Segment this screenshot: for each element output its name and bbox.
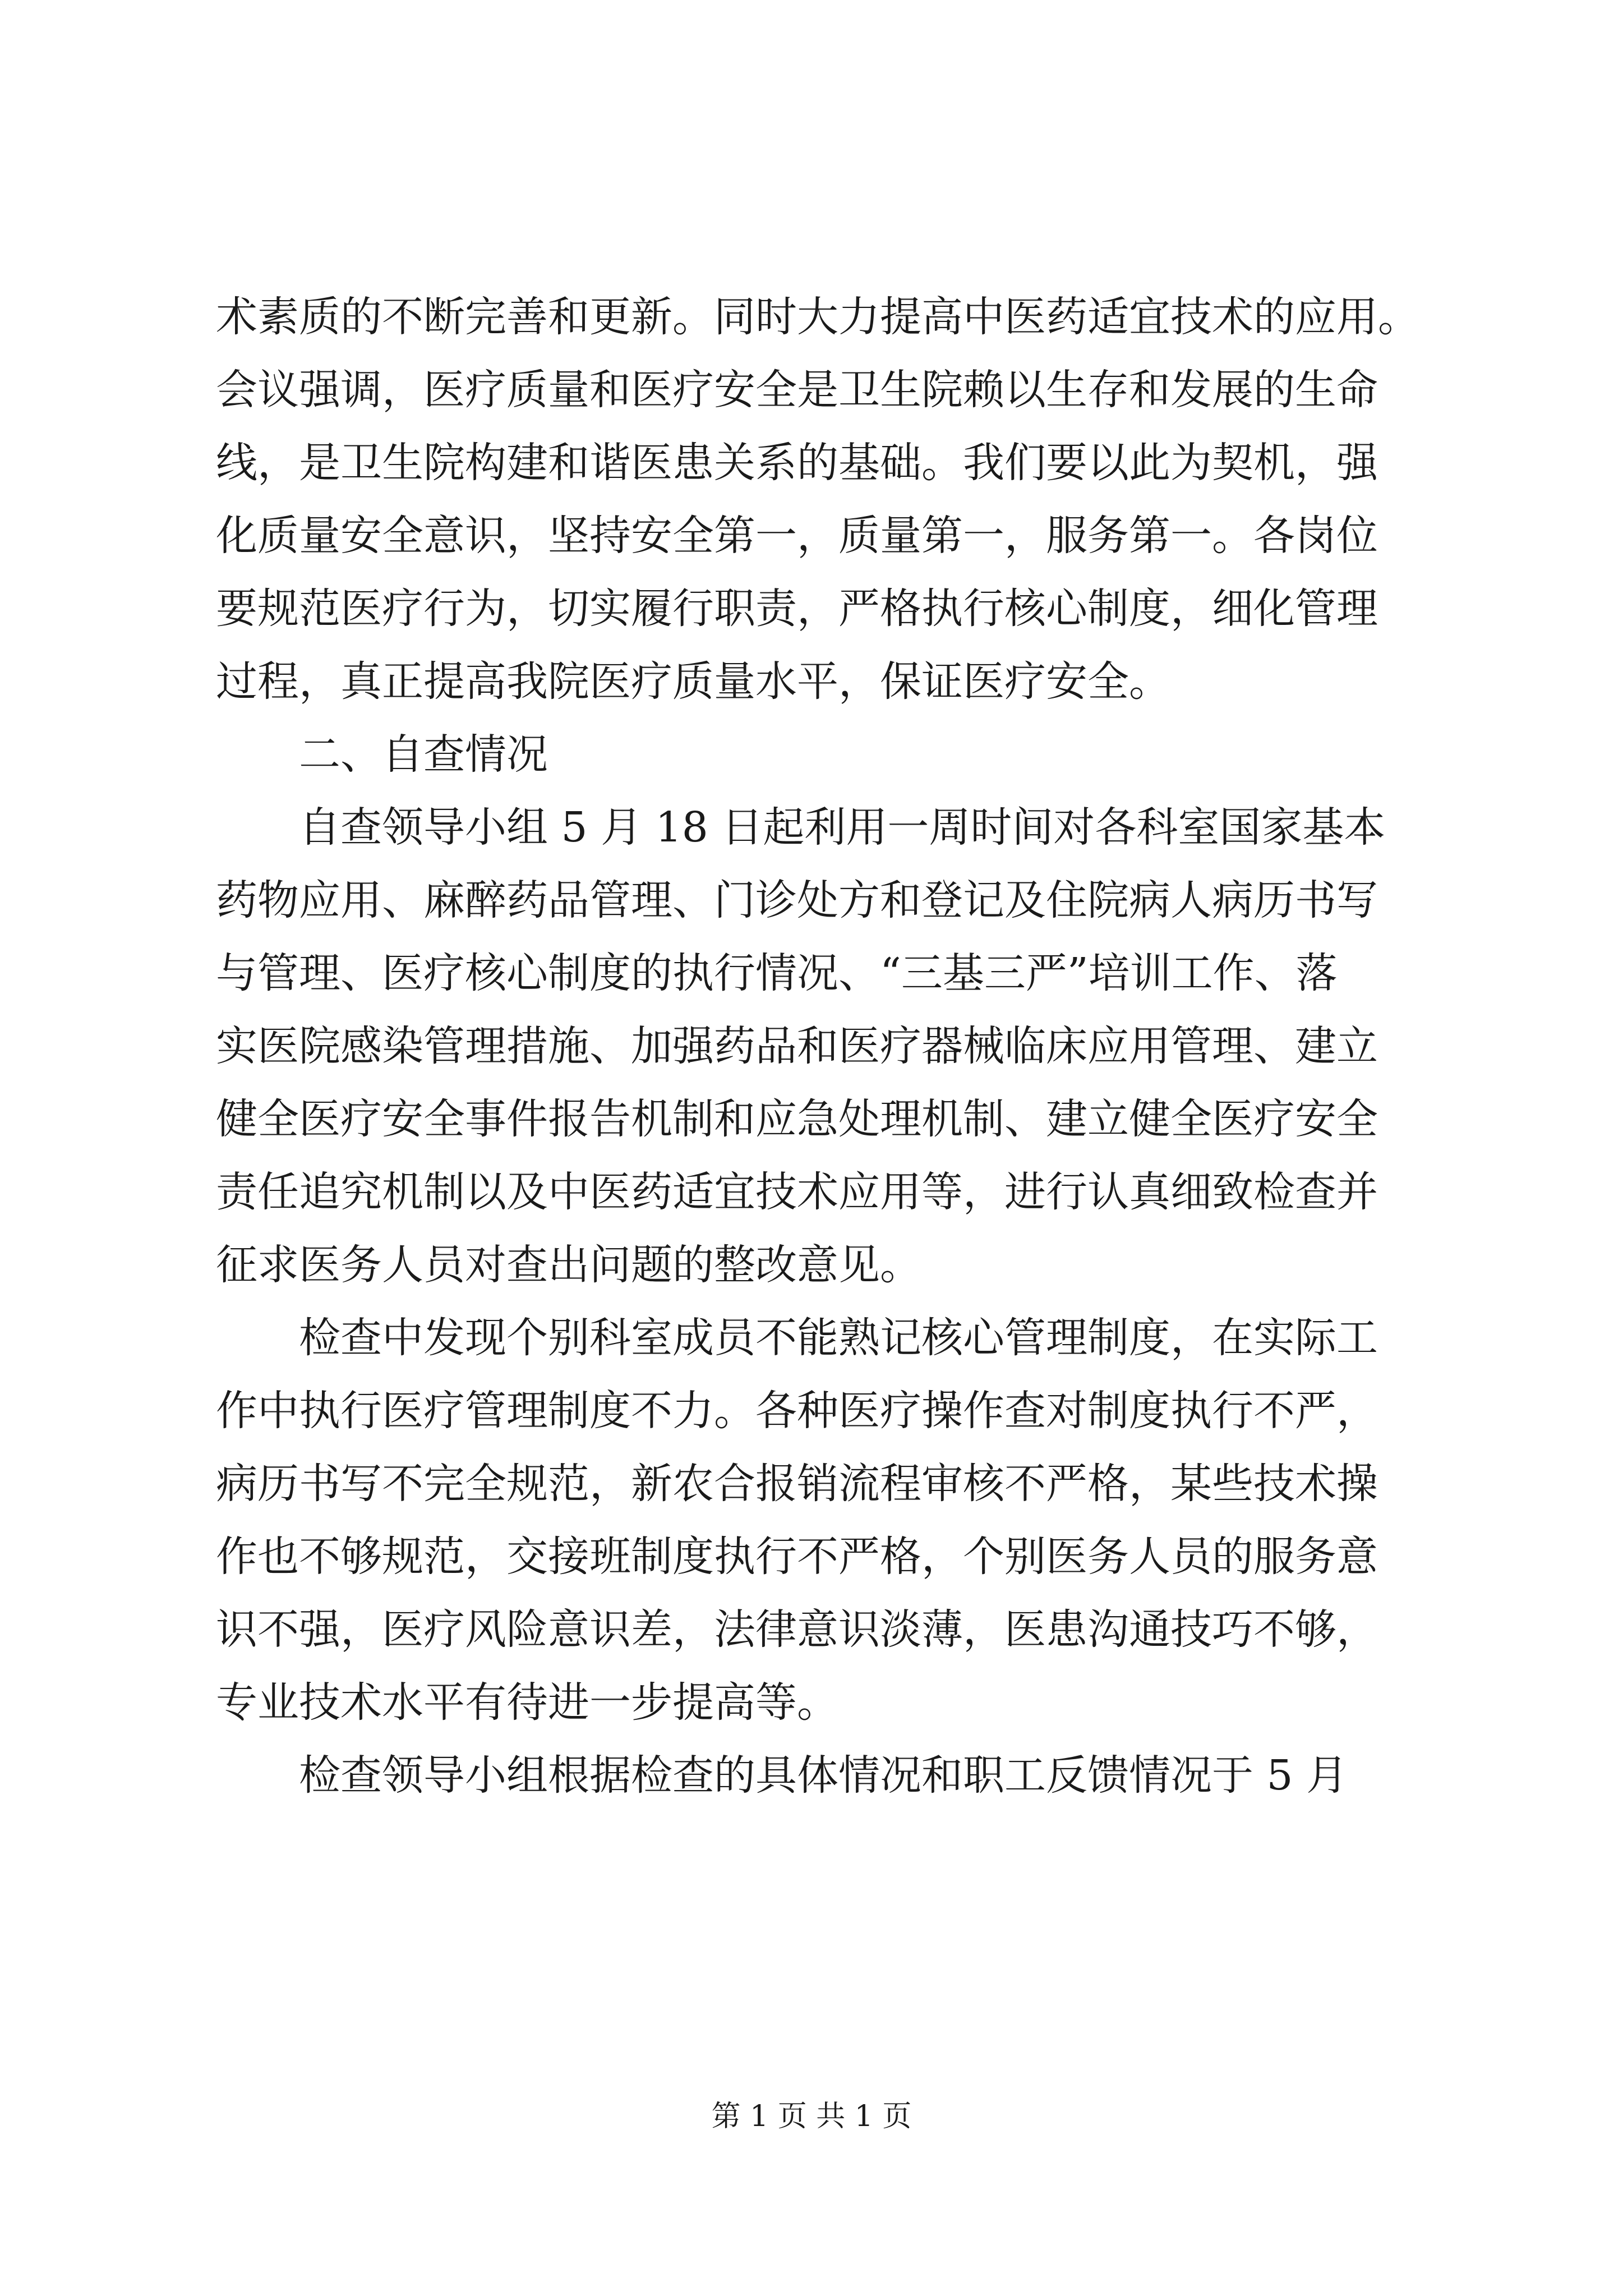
text-line: 自查领导小组 5 月 18 日起利用一周时间对各科室国家基本 — [299, 803, 1386, 852]
text-line: 过程，真正提高我院医疗质量水平，保证医疗安全。 — [216, 657, 1170, 706]
text-line: 责任追究机制以及中医药适宜技术应用等，进行认真细致检查并 — [216, 1168, 1378, 1216]
text-line: 征求医务人员对查出问题的整改意见。 — [216, 1241, 921, 1289]
text-line: 识不强，医疗风险意识差，法律意识淡薄，医患沟通技巧不够， — [216, 1605, 1378, 1654]
text-line: 与管理、医疗核心制度的执行情况、“三基三严”培训工作、落 — [216, 949, 1338, 997]
text-line: 术素质的不断完善和更新。同时大力提高中医药适宜技术的应用。 — [216, 293, 1419, 341]
page-footer: 第 1 页 共 1 页 — [711, 2100, 912, 2133]
text-line: 化质量安全意识，坚持安全第一，质量第一，服务第一。各岗位 — [216, 512, 1378, 560]
text-line: 专业技术水平有待进一步提高等。 — [216, 1678, 838, 1727]
section-heading: 二、自查情况 — [299, 730, 548, 779]
text-line: 检查领导小组根据检查的具体情况和职工反馈情况于 5 月 — [299, 1751, 1348, 1800]
text-line: 病历书写不完全规范，新农合报销流程审核不严格，某些技术操 — [216, 1460, 1378, 1508]
text-line: 会议强调，医疗质量和医疗安全是卫生院赖以生存和发展的生命 — [216, 366, 1378, 414]
text-line: 健全医疗安全事件报告机制和应急处理机制、建立健全医疗安全 — [216, 1095, 1378, 1143]
text-line: 药物应用、麻醉药品管理、门诊处方和登记及住院病人病历书写 — [216, 876, 1378, 924]
document-body — [216, 280, 1438, 1812]
text-line: 要规范医疗行为，切实履行职责，严格执行核心制度，细化管理 — [216, 585, 1378, 633]
text-line: 检查中发现个别科室成员不能熟记核心管理制度，在实际工 — [299, 1314, 1378, 1362]
text-line: 线，是卫生院构建和谐医患关系的基础。我们要以此为契机，强 — [216, 439, 1378, 487]
text-line: 实医院感染管理措施、加强药品和医疗器械临床应用管理、建立 — [216, 1022, 1378, 1070]
text-line: 作中执行医疗管理制度不力。各种医疗操作查对制度执行不严， — [216, 1387, 1378, 1435]
text-line: 作也不够规范，交接班制度执行不严格，个别医务人员的服务意 — [216, 1533, 1378, 1581]
